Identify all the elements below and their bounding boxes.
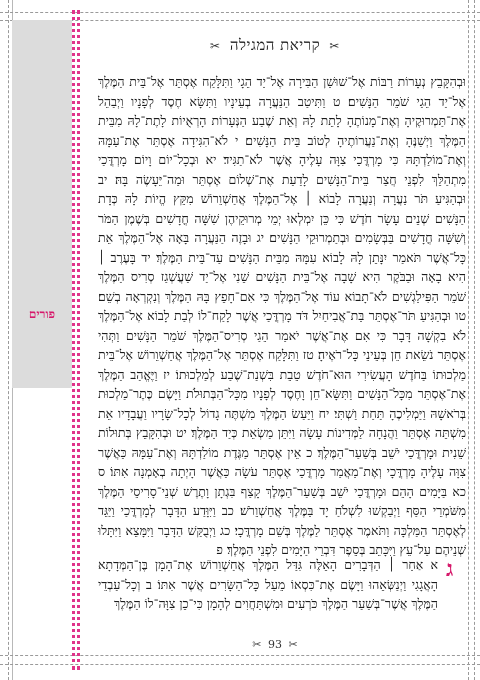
scissors-ornament-icon: ✂ xyxy=(252,638,262,651)
side-tab-label: פורים xyxy=(28,307,56,321)
chapter-3-text: א אַחַר ׀ הַדְּבָרִים הָאֵלֶּה גִּדַּל הַמֶּלֶךְ אֲחַשְׁוֵרוֹשׁ אֶת־הָמָן בֶּן־הַמְּדָתָא הָאֲגָגִי וַיְנַשְּׂאֵהוּ וַיָּשֶׂם אֶת־כִּסְאוֹ מֵעַל כָּל־הַשָּׂרִים אֲשֶׁר אִתּוֹ׃ ב וְכָל־עַבְדֵי הַמֶּלֶךְ אֲשֶׁר־בְּשַׁעַר הַמֶּלֶךְ כֹּרְעִים וּמִשְׁתַּחֲוִים לְהָמָן כִּי־כֵן צִוָּה־לוֹ הַמֶּלֶךְ xyxy=(98,557,438,611)
page-header xyxy=(85,36,465,55)
margin-dots-right xyxy=(77,10,80,670)
scissors-ornament-icon: ✂ xyxy=(288,638,298,651)
chapter-2-text: וּבְהִקָּבֵץ נְעָרוֹת רַבּוֹת אֶל־שׁוּשַׁן הַבִּירָה אֶל־יַד הֵגָי וַתִּלָּקַח אֶסְתֵּר אֶל־בֵּית הַמֶּלֶךְ אֶל־יַד הֵגַי שֹׁמֵר הַנָּשִׁים׃ ט וַתִּיטַב הַנַּעֲרָה בְעֵינָיו וַתִּשָּׂא חֶסֶד לְפָנָיו וַיְבַהֵל אֶת־תַּמְרוּקֶיהָ וְאֶת־מָנוֹתֶהָ לָתֵת לָהּ וְאֵת שֶׁבַע הַנְּעָרוֹת הָרְאֻיוֹת לָתֶת־לָהּ מִבֵּית הַמֶּלֶךְ וַיְשַׁנֶּהָ וְאֶת־נַעֲרוֹתֶיהָ לְטוֹב בֵּית הַנָּשִׁים׃ י לֹא־הִגִּידָה אֶסְתֵּר אֶת־עַמָּהּ וְאֶת־מוֹלַדְתָּהּ כִּי מָרְדֳּכַי צִוָּה עָלֶיהָ אֲשֶׁר לֹא־תַגִּיד׃ יא וּבְכָל־יוֹם וָיוֹם מָרְדֳּכַי מִתְהַלֵּךְ לִפְנֵי חֲצַר בֵּית־הַנָּשִׁים לָדַעַת אֶת־שְׁלוֹם אֶסְתֵּר וּמַה־יֵּעָשֶׂה בָּהּ׃ יב וּבְהַגִּיעַ תֹּר נַעֲרָה וְנַעֲרָה לָבוֹא ׀ אֶל־הַמֶּלֶךְ אֲחַשְׁוֵרוֹשׁ מִקֵּץ הֱיוֹת לָהּ כְּדָת הַנָּשִׁים שְׁנֵים עָשָׂר חֹדֶשׁ כִּי כֵּן יִמְלְאוּ יְמֵי מְרוּקֵיהֶן שִׁשָּׁה חֳדָשִׁים בְּשֶׁמֶן הַמֹּר וְשִׁשָּׁה חֳדָשִׁים בַּבְּשָׂמִים וּבְתַמְרוּקֵי הַנָּשִׁים׃ יג וּבָזֶה הַנַּעֲרָה בָּאָה אֶל־הַמֶּלֶךְ אֵת כָּל־אֲשֶׁר תֹּאמַר יִנָּתֵן לָהּ לָבוֹא עִמָּהּ מִבֵּית הַנָּשִׁים עַד־בֵּית הַמֶּלֶךְ׃ יד בָּעֶרֶב ׀ הִיא בָאָה וּבַבֹּקֶר הִיא שָׁבָה אֶל־בֵּית הַנָּשִׁים שֵׁנִי אֶל־יַד שַׁעֲשְׁגַז סְרִיס הַמֶּלֶךְ שֹׁמֵר הַפִּילַגְשִׁים לֹא־תָבוֹא עוֹד אֶל־הַמֶּלֶךְ כִּי אִם־חָפֵץ בָּהּ הַמֶּלֶךְ וְנִקְרְאָה בְשֵׁם׃ טו וּבְהַגִּיעַ תֹּר־אֶסְתֵּר בַּת־אֲבִיחַיִל דֹּד מָרְדֳּכַי אֲשֶׁר לָקַח־לוֹ לְבַת לָבוֹא אֶל־הַמֶּלֶךְ לֹא בִקְשָׁה דָּבָר כִּי אִם אֶת־אֲשֶׁר יֹאמַר הֵגַי סְרִיס־הַמֶּלֶךְ שֹׁמֵר הַנָּשִׁים וַתְּהִי אֶסְתֵּר נֹשֵׂאת חֵן בְּעֵינֵי כָּל־רֹאֶיהָ׃ טז וַתִּלָּקַח אֶסְתֵּר אֶל־הַמֶּלֶךְ אֲחַשְׁוֵרוֹשׁ אֶל־בֵּית מַלְכוּתוֹ בַּחֹדֶשׁ הָעֲשִׂירִי הוּא־חֹדֶשׁ טֵבֵת בִּשְׁנַת־שֶׁבַע לְמַלְכוּתוֹ׃ יז וַיֶּאֱהַב הַמֶּלֶךְ אֶת־אֶסְתֵּר מִכָּל־הַנָּשִׁים וַתִּשָּׂא־חֵן וָחֶסֶד לְפָנָיו מִכָּל־הַבְּתוּלֹת וַיָּשֶׂם כֶּתֶר־מַלְכוּת בְּרֹאשָׁהּ וַיַּמְלִיכֶהָ תַּחַת וַשְׁתִּי׃ יח וַיַּעַשׂ הַמֶּלֶךְ מִשְׁתֶּה גָדוֹל לְכָל־שָׂרָיו וַעֲבָדָיו אֵת מִשְׁתֵּה אֶסְתֵּר וַהֲנָחָה לַמְּדִינוֹת עָשָׂה וַיִּתֵּן מַשְׂאֵת כְּיַד הַמֶּלֶךְ׃ יט וּבְהִקָּבֵץ בְּתוּלוֹת שֵׁנִית וּמָרְדֳּכַי יֹשֵׁב בְּשַׁעַר־הַמֶּלֶךְ׃ כ אֵין אֶסְתֵּר מַגֶּדֶת מוֹלַדְתָּהּ וְאֶת־עַמָּהּ כַּאֲשֶׁר צִוָּה עָלֶיהָ מָרְדֳּכָי וְאֶת־מַאֲמַר מָרְדֳּכַי אֶסְתֵּר עֹשָׂה כַּאֲשֶׁר הָיְתָה בְאָמְנָה אִתּוֹ׃ ס כא בַּיָּמִים הָהֵם וּמָרְדֳּכַי יֹשֵׁב בְּשַׁעַר־הַמֶּלֶךְ קָצַף בִּגְתָן וָתֶרֶשׁ שְׁנֵי־סָרִיסֵי הַמֶּלֶךְ מִשֹּׁמְרֵי הַסַּף וַיְבַקְשׁוּ לִשְׁלֹחַ יָד בַּמֶּלֶךְ אֲחַשְׁוֵרֹשׁ׃ כב וַיִּוָּדַע הַדָּבָר לְמָרְדֳּכַי וַיַּגֵּד לְאֶסְתֵּר הַמַּלְכָּה וַתֹּאמֶר אֶסְתֵּר לַמֶּלֶךְ בְּשֵׁם מָרְדֳּכָי׃ כג וַיְבֻקַּשׁ הַדָּבָר וַיִּמָּצֵא וַיִּתָּלוּ שְׁנֵיהֶם עַל־עֵץ וַיִּכָּתֵב בְּסֵפֶר דִּבְרֵי הַיָּמִים לִפְנֵי הַמֶּלֶךְ׃ פ xyxy=(98,74,467,557)
margin-dots-left xyxy=(72,10,75,670)
page-number: 93 xyxy=(268,638,282,651)
page-title: קריאת המגילה xyxy=(229,36,321,54)
scissors-ornament-icon: ✂ xyxy=(329,39,340,53)
chapter-3-block xyxy=(98,555,438,614)
chapter-letter: ג xyxy=(446,556,454,582)
page-footer xyxy=(85,638,465,651)
crop-guide-left xyxy=(8,0,9,680)
crop-guide-right-outer xyxy=(474,0,475,680)
scissors-ornament-icon: ✂ xyxy=(210,39,221,53)
main-text-block xyxy=(98,72,466,560)
side-tab-strip xyxy=(12,20,72,388)
crop-guide-right xyxy=(468,0,469,680)
